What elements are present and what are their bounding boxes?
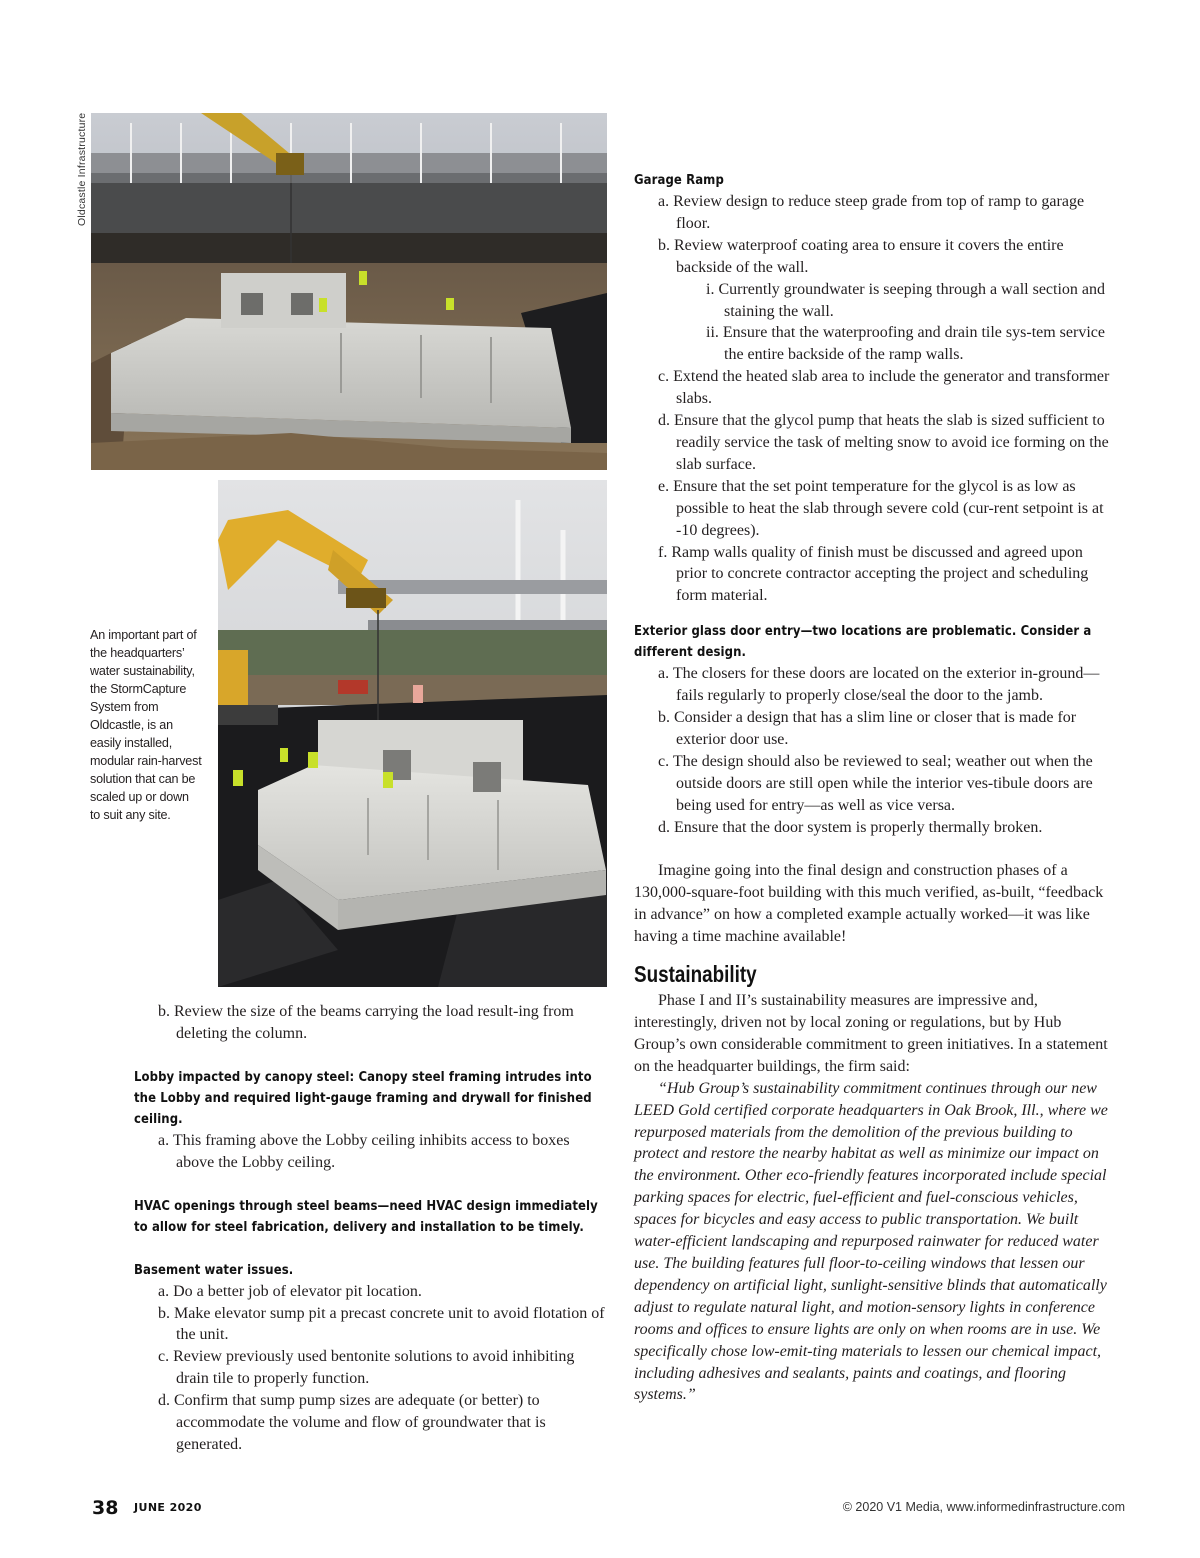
page-number: 38 [92,1497,119,1519]
garage-item-d: d. Ensure that the glycol pump that heats the slab is sized sufficient to readily service the task of melting snow to avoid ice forming on the slab surface. [658,412,1109,473]
construction-photo-top [91,113,607,470]
left-column [134,1001,610,1456]
door-item-c: c. The design should also be reviewed to seal; weather out when the outside doors are still open while the interior ves-tibule doors are being used for entry—as well as vice versa. [658,752,1093,814]
garage-item-b: b. Review waterproof coating area to ensure it covers the entire backside of the wall. [658,236,1064,276]
basement-item-d: d. Confirm that sump pump sizes are adequate (or better) to accommodate the volume and flow of groundwater that is generated. [158,1392,546,1453]
basement-heading: Basement water issues. [134,1261,294,1278]
beams-item-b: b. Review the size of the beams carrying the load result-ing from deleting the column. [158,1003,574,1042]
issue-date: JUNE 2020 [134,1501,202,1514]
door-heading: Exterior glass door entry—two locations are problematic. Consider a different design. [634,623,1092,661]
basement-item-b: b. Make elevator sump pit a precast concrete unit to avoid flotation of the unit. [158,1304,605,1344]
photo-caption: An important part of the headquarters’ water sustainability, the StormCapture System from Oldcastle, is an easily installed, modular rain-harvest solution that can be scaled up or down to suit any site. [90,628,202,822]
garage-heading: Garage Ramp [634,172,724,188]
sustainability-heading: Sustainability [634,961,757,988]
hvac-heading: HVAC openings through steel beams—need HVAC design immediately to allow for steel fabrication, delivery and installation to be timely. [134,1197,598,1235]
basement-item-c: c. Review previously used bentonite solutions to avoid inhibiting drain tile to properly function. [158,1348,575,1388]
garage-item-b-i: i. Currently groundwater is seeping through a wall section and staining the wall. [706,280,1106,320]
imagine-paragraph: Imagine going into the final design and construction phases of a 130,000-square-foot building with this much verified, as-built, “feedback in advance” on how a completed example actually worked—it was like having a time machine available! [634,862,1104,946]
garage-item-a: a. Review design to reduce steep grade from top of ramp to garage floor. [658,193,1085,232]
right-column [634,170,1114,1406]
door-item-a: a. The closers for these doors are located on the exterior in-ground—fails regularly to properly close/seal the door to the jamb. [658,665,1100,705]
basement-item-a: a. Do a better job of elevator pit location. [158,1282,422,1300]
lobby-item-a: a. This framing above the Lobby ceiling inhibits access to boxes above the Lobby ceiling. [158,1131,570,1171]
sustainability-paragraph: Phase I and II’s sustainability measures are impressive and, interestingly, driven not by local zoning or regulations, but by Hub Group’s own considerable commitment to green initiatives. In a statement on the headquarter buildings, the firm said: [634,992,1108,1075]
lobby-heading: Lobby impacted by canopy steel: Canopy steel framing intrudes into the Lobby and required light-gauge framing and drywall for finished ceiling. [134,1068,592,1127]
door-item-d: d. Ensure that the door system is properly thermally broken. [658,818,1043,836]
door-item-b: b. Consider a design that has a slim line or closer that is made for exterior door use. [658,709,1077,748]
construction-photo-bottom [218,480,607,987]
garage-item-b-ii: ii. Ensure that the waterproofing and drain tile sys-tem service the entire backside of the ramp walls. [706,324,1105,364]
copyright: © 2020 V1 Media, www.informedinfrastructure.com [842,1500,1125,1514]
garage-item-c: c. Extend the heated slab area to include the generator and transformer slabs. [658,368,1110,408]
sustainability-quote: “Hub Group’s sustainability commitment continues through our new LEED Gold certified corporate headquarters in Oak Brook, Ill., where we repurposed materials from the demolition of the previous building to protect and restore the nearby habitat as well as minimize our impact on the environment. Other eco-friendly features incorporated include special parking spaces for electric, fuel-efficient and fuel-conscious vehicles, spaces for bicycles and easy access to public transportation. We built water-efficient landscaping and repurposed rainwater for reduced water use. The building features full floor-to-ceiling windows that lessen our dependency on artificial light, sunlight-sensitive blinds that automatically adjust to regulate natural light, and motion-sensory lights in conference rooms and offices to ensure lights are only on when rooms are in use. We specifically chose low-emit-ting materials to lessen our chemical impact, including adhesives and sealants, paints and coatings, and flooring systems.” [634,1079,1108,1404]
garage-item-f: f. Ramp walls quality of finish must be discussed and agreed upon prior to concrete contractor accepting the project and scheduling form material. [658,543,1089,605]
garage-item-e: e. Ensure that the set point temperature for the glycol is as low as possible to heat the slab through severe cold (cur-rent setpoint is at -10 degrees). [658,477,1104,539]
photo-credit: Oldcastle Infrastructure [76,112,88,226]
